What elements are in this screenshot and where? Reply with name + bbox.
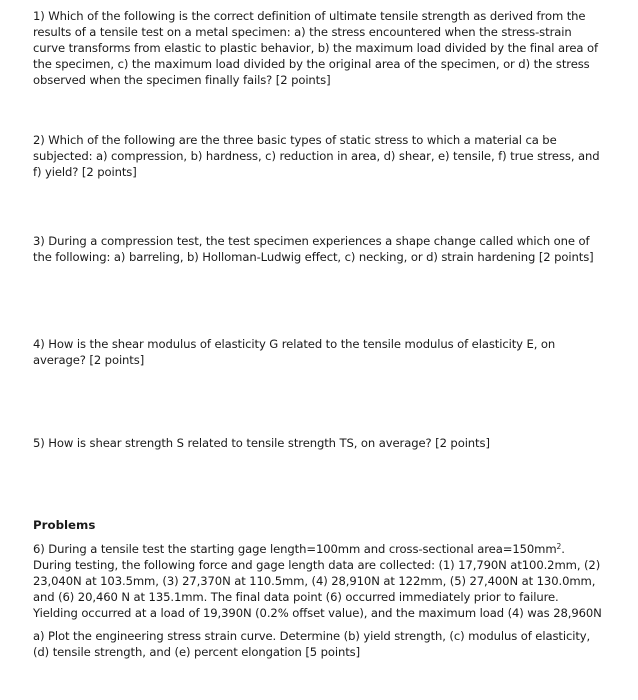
question-6 [33, 541, 605, 621]
question-6-text-start: 6) During a tensile test the starting gage length=100mm and cross-sectional area=150mm [33, 542, 557, 556]
question-1: 1) Which of the following is the correct definition of ultimate tensile strength as derived from the results of a tensile test on a metal specimen: a) the stress encountered when the stress-strain curve transforms from elastic to plastic behavior, b) the maximum load divided by the final area of the specimen, c) the maximum load divided by the original area of the specimen, or d) the stress observed when the specimen finally fails? [2 points] [33, 9, 598, 87]
problems-heading: Problems [33, 518, 96, 532]
area-unit-exponent: 2 [556, 542, 562, 551]
question-4: 4) How is the shear modulus of elasticity G related to the tensile modulus of elasticity E, on average? [2 points] [33, 337, 556, 367]
question-5: 5) How is shear strength S related to tensile strength TS, on average? [2 points] [33, 436, 490, 450]
question-2: 2) Which of the following are the three basic types of static stress to which a material ca be subjected: a) compression, b) hardness, c) reduction in area, d) shear, e) tensile, f) true stress, and f) yield? [2 points] [33, 133, 600, 179]
question-6-subparts: a) Plot the engineering stress strain curve. Determine (b) yield strength, (c) modulus of elasticity, (d) tensile strength, and (e) percent elongation [5 points] [33, 629, 591, 659]
question-3: 3) During a compression test, the test specimen experiences a shape change called which one of the following: a) barreling, b) Holloman-Ludwig effect, c) necking, or d) strain hardening [2 points] [33, 234, 594, 264]
question-6-text-end: . During testing, the following force and gage length data are collected: (1) 17,790N at100.2mm, (2) 23,040N at 103.5mm, (3) 27,370N at 110.5mm, (4) 28,910N at 122mm, (5) 27,400N at 130.0mm, and (6) 20,460 N at 135.1mm. The final data point (6) occurred immediately prior to failure. Yielding occurred at a load of 19,390N (0.2% offset value), and the maximum load (4) was 28,960N [33, 542, 602, 620]
